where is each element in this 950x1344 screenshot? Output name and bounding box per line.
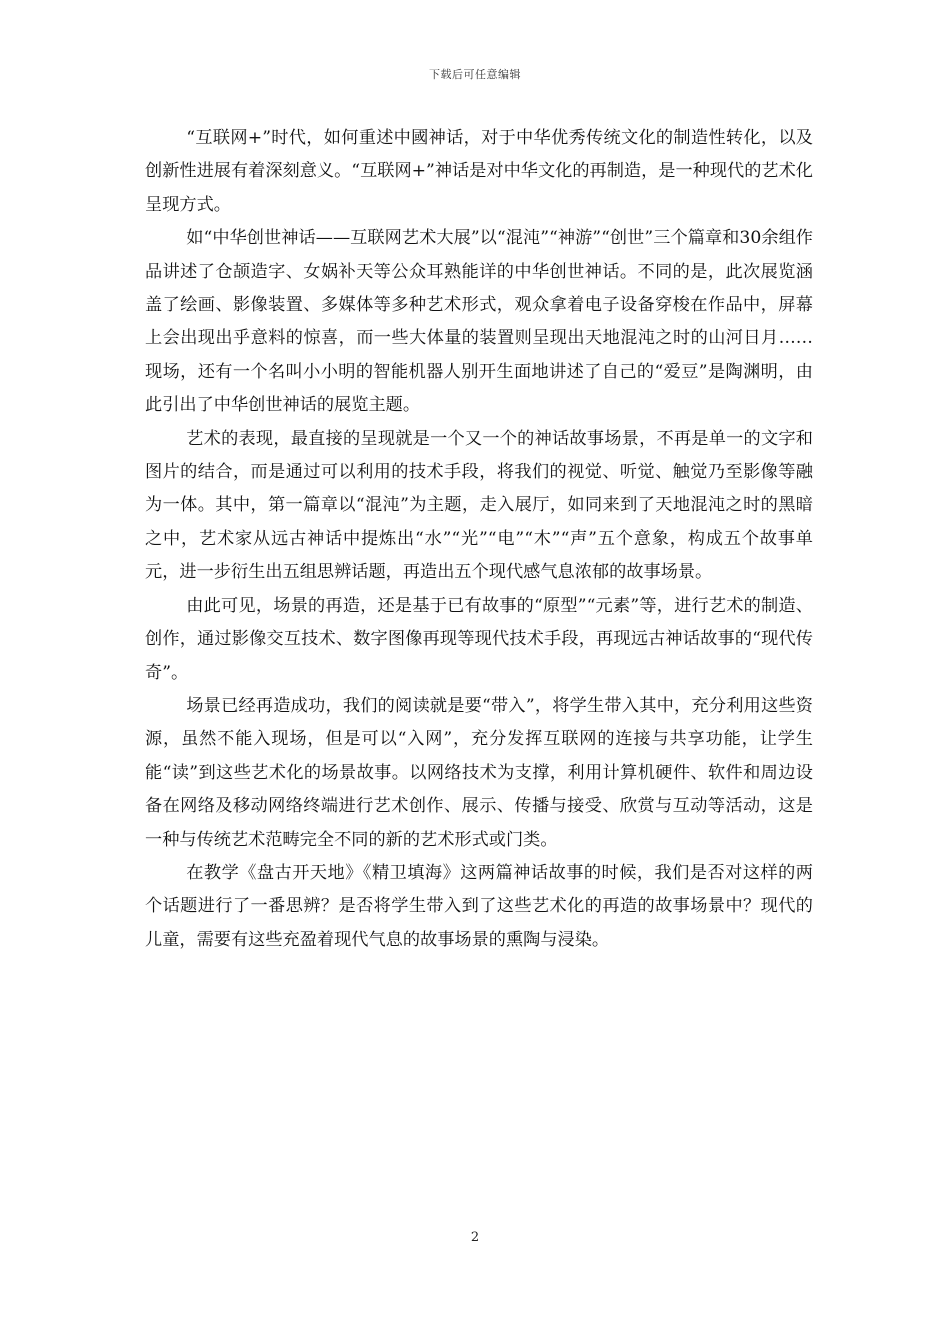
paragraph-1: “互联网+”时代，如何重述中國神话，对于中华优秀传统文化的制造性转化，以及创新性进展有着深刻意义。“互联网+”神话是对中华文化的再制造，是一种现代的艺术化呈现方式。 [145,128,813,215]
paragraph-6: 在教学《盘古开天地》《精卫填海》这两篇神话故事的时候，我们是否对这样的两个话题进行了一番思辨？是否将学生带入到了这些艺术化的再造的故事场景中？现代的儿童，需要有这些充盈着现代气息的故事场景的熏陶与浸染。 [145,862,813,950]
body-text [145,122,813,957]
paragraph-5: 场景已经再造成功，我们的阅读就是要“带入”，将学生带入其中，充分利用这些资源，虽然不能入现场，但是可以“入网”，充分发挥互联网的连接与共享功能，让学生能“读”到这些艺术化的场景故事。以网络技术为支撑，利用计算机硬件、软件和周边设备在网络及移动网络终端进行艺术创作、展示、传播与接受、欣赏与互动等活动，这是一种与传统艺术范畴完全不同的新的艺术形式或门类。 [145,695,813,850]
paragraph-4: 由此可见，场景的再造，还是基于已有故事的“原型”“元素”等，进行艺术的制造、创作，通过影像交互技术、数字图像再现等现代技术手段，再现远古神话故事的“现代传奇”。 [145,595,813,683]
page-header: 下载后可任意编辑 [429,68,521,81]
page-number: 2 [470,1230,480,1245]
paragraph-2: 如“中华创世神话——互联网艺术大展”以“混沌”“神游”“创世”三个篇章和30余组作品讲述了仓颉造字、女娲补天等公众耳熟能详的中华创世神话。不同的是，此次展览涵盖了绘画、影像装置、多媒体等多种艺术形式，观众拿着电子设备穿梭在作品中，屏幕上会出现出乎意料的惊喜，而一些大体量的装置则呈现出天地混沌之时的山河日月……现场，还有一个名叫小小明的智能机器人别开生面地讲述了自己的“爱豆”是陶渊明，由此引出了中华创世神话的展览主题。 [145,228,813,416]
paragraph-3: 艺术的表现，最直接的呈现就是一个又一个的神话故事场景，不再是单一的文字和图片的结合，而是通过可以利用的技术手段，将我们的视觉、听觉、触觉乃至影像等融为一体。其中，第一篇章以“混沌”为主题，走入展厅，如同来到了天地混沌之时的黑暗之中，艺术家从远古神话中提炼出“水”“光”“电”“木”“声”五个意象，构成五个故事单元，进一步衍生出五组思辨话题，再造出五个现代感气息浓郁的故事场景。 [145,428,813,583]
